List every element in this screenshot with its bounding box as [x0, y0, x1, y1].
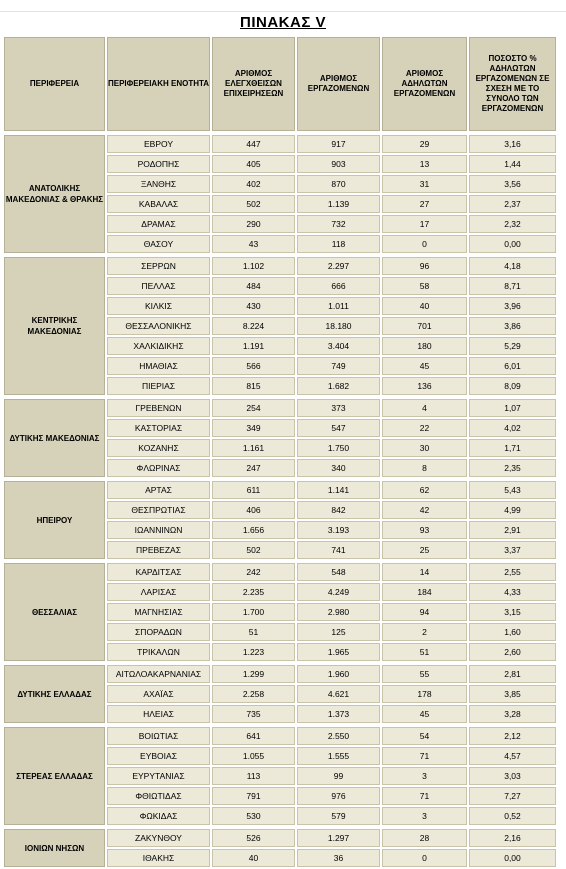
table-row [4, 829, 556, 847]
percentage-cell: 3,96 [469, 297, 556, 315]
employees-cell: 36 [297, 849, 380, 867]
percentage-cell: 2,37 [469, 195, 556, 213]
table-row [4, 399, 556, 417]
unit-cell: ΙΩΑΝΝΙΝΩΝ [107, 521, 210, 539]
undeclared-cell: 96 [382, 257, 467, 275]
unit-cell: ΧΑΛΚΙΔΙΚΗΣ [107, 337, 210, 355]
undeclared-cell: 4 [382, 399, 467, 417]
undeclared-cell: 94 [382, 603, 467, 621]
percentage-cell: 2,91 [469, 521, 556, 539]
businesses-cell: 1.299 [212, 665, 295, 683]
unit-cell: ΖΑΚΥΝΘΟΥ [107, 829, 210, 847]
employees-cell: 1.141 [297, 481, 380, 499]
percentage-cell: 3,86 [469, 317, 556, 335]
undeclared-cell: 136 [382, 377, 467, 395]
businesses-cell: 1.161 [212, 439, 295, 457]
percentage-cell: 8,09 [469, 377, 556, 395]
unit-cell: ΑΧΑΪΑΣ [107, 685, 210, 703]
businesses-cell: 815 [212, 377, 295, 395]
undeclared-cell: 22 [382, 419, 467, 437]
unit-cell: ΛΑΡΙΣΑΣ [107, 583, 210, 601]
businesses-cell: 247 [212, 459, 295, 477]
undeclared-cell: 184 [382, 583, 467, 601]
region-name: ΘΕΣΣΑΛΙΑΣ [4, 563, 105, 661]
undeclared-cell: 55 [382, 665, 467, 683]
businesses-cell: 526 [212, 829, 295, 847]
percentage-cell: 3,03 [469, 767, 556, 785]
percentage-cell: 3,15 [469, 603, 556, 621]
businesses-cell: 113 [212, 767, 295, 785]
employees-cell: 749 [297, 357, 380, 375]
percentage-cell: 1,71 [469, 439, 556, 457]
unit-cell: ΒΟΙΩΤΙΑΣ [107, 727, 210, 745]
employees-cell: 842 [297, 501, 380, 519]
table-row [4, 481, 556, 499]
undeclared-cell: 93 [382, 521, 467, 539]
region-name: ΔΥΤΙΚΗΣ ΜΑΚΕΔΟΝΙΑΣ [4, 399, 105, 477]
undeclared-cell: 71 [382, 787, 467, 805]
percentage-cell: 4,18 [469, 257, 556, 275]
unit-cell: ΚΑΒΑΛΑΣ [107, 195, 210, 213]
employees-cell: 1.297 [297, 829, 380, 847]
unit-cell: ΘΕΣΠΡΩΤΙΑΣ [107, 501, 210, 519]
unit-cell: ΚΟΖΑΝΗΣ [107, 439, 210, 457]
undeclared-cell: 3 [382, 807, 467, 825]
businesses-cell: 502 [212, 541, 295, 559]
undeclared-cell: 0 [382, 849, 467, 867]
percentage-cell: 0,00 [469, 235, 556, 253]
undeclared-cell: 180 [382, 337, 467, 355]
businesses-cell: 735 [212, 705, 295, 723]
employees-cell: 18.180 [297, 317, 380, 335]
employees-cell: 340 [297, 459, 380, 477]
unit-cell: ΦΩΚΙΔΑΣ [107, 807, 210, 825]
undeclared-cell: 51 [382, 643, 467, 661]
percentage-cell: 4,33 [469, 583, 556, 601]
businesses-cell: 43 [212, 235, 295, 253]
region-name: ΑΝΑΤΟΛΙΚΗΣ ΜΑΚΕΔΟΝΙΑΣ & ΘΡΑΚΗΣ [4, 135, 105, 253]
businesses-cell: 641 [212, 727, 295, 745]
table-row [4, 665, 556, 683]
employees-cell: 4.249 [297, 583, 380, 601]
percentage-cell: 3,85 [469, 685, 556, 703]
businesses-cell: 8.224 [212, 317, 295, 335]
percentage-cell: 1,60 [469, 623, 556, 641]
employees-cell: 3.193 [297, 521, 380, 539]
percentage-cell: 1,07 [469, 399, 556, 417]
undeclared-cell: 40 [382, 297, 467, 315]
table-row [4, 727, 556, 745]
unit-cell: ΗΜΑΘΙΑΣ [107, 357, 210, 375]
undeclared-cell: 62 [382, 481, 467, 499]
employees-cell: 666 [297, 277, 380, 295]
undeclared-cell: 3 [382, 767, 467, 785]
undeclared-cell: 0 [382, 235, 467, 253]
employees-cell: 1.011 [297, 297, 380, 315]
percentage-cell: 2,12 [469, 727, 556, 745]
undeclared-cell: 2 [382, 623, 467, 641]
employees-cell: 1.960 [297, 665, 380, 683]
percentage-cell: 3,28 [469, 705, 556, 723]
percentage-cell: 2,35 [469, 459, 556, 477]
header-businesses: ΑΡΙΘΜΟΣ ΕΛΕΓΧΘΕΙΣΩΝ ΕΠΙΧΕΙΡΗΣΕΩΝ [212, 37, 295, 131]
percentage-cell: 3,16 [469, 135, 556, 153]
businesses-cell: 430 [212, 297, 295, 315]
unit-cell: ΚΙΛΚΙΣ [107, 297, 210, 315]
employees-cell: 1.750 [297, 439, 380, 457]
percentage-cell: 5,43 [469, 481, 556, 499]
region-name: ΙΟΝΙΩΝ ΝΗΣΩΝ [4, 829, 105, 867]
undeclared-cell: 27 [382, 195, 467, 213]
table-body [4, 133, 556, 867]
unit-cell: ΘΑΣΟΥ [107, 235, 210, 253]
employees-cell: 548 [297, 563, 380, 581]
percentage-cell: 2,16 [469, 829, 556, 847]
percentage-cell: 2,55 [469, 563, 556, 581]
undeclared-cell: 17 [382, 215, 467, 233]
businesses-cell: 502 [212, 195, 295, 213]
region-name: ΔΥΤΙΚΗΣ ΕΛΛΑΔΑΣ [4, 665, 105, 723]
percentage-cell: 1,44 [469, 155, 556, 173]
employees-cell: 2.550 [297, 727, 380, 745]
unit-cell: ΡΟΔΟΠΗΣ [107, 155, 210, 173]
region-name: ΚΕΝΤΡΙΚΗΣ ΜΑΚΕΔΟΝΙΑΣ [4, 257, 105, 395]
unit-cell: ΕΥΒΟΙΑΣ [107, 747, 210, 765]
businesses-cell: 1.656 [212, 521, 295, 539]
header-region: ΠΕΡΙΦΕΡΕΙΑ [4, 37, 105, 131]
businesses-cell: 1.700 [212, 603, 295, 621]
employees-cell: 732 [297, 215, 380, 233]
employees-cell: 4.621 [297, 685, 380, 703]
unit-cell: ΕΥΡΥΤΑΝΙΑΣ [107, 767, 210, 785]
employees-cell: 373 [297, 399, 380, 417]
businesses-cell: 566 [212, 357, 295, 375]
percentage-cell: 0,52 [469, 807, 556, 825]
employees-cell: 976 [297, 787, 380, 805]
table-row [4, 563, 556, 581]
businesses-cell: 406 [212, 501, 295, 519]
unit-cell: ΠΡΕΒΕΖΑΣ [107, 541, 210, 559]
header-percentage: ΠΟΣΟΣΤΟ % ΑΔΗΛΩΤΩΝ ΕΡΓΑΖΟΜΕΝΩΝ ΣΕ ΣΧΕΣΗ ΜΕ ΤΟ ΣΥΝΟΛΟ ΤΩΝ ΕΡΓΑΖΟΜΕΝΩΝ [469, 37, 556, 131]
unit-cell: ΓΡΕΒΕΝΩΝ [107, 399, 210, 417]
businesses-cell: 242 [212, 563, 295, 581]
employees-cell: 1.139 [297, 195, 380, 213]
percentage-cell: 2,32 [469, 215, 556, 233]
table-row [4, 257, 556, 275]
businesses-cell: 254 [212, 399, 295, 417]
businesses-cell: 1.055 [212, 747, 295, 765]
businesses-cell: 791 [212, 787, 295, 805]
unit-cell: ΣΠΟΡΑΔΩΝ [107, 623, 210, 641]
unit-cell: ΑΙΤΩΛΟΑΚΑΡΝΑΝΙΑΣ [107, 665, 210, 683]
businesses-cell: 2.235 [212, 583, 295, 601]
undeclared-cell: 58 [382, 277, 467, 295]
unit-cell: ΠΙΕΡΙΑΣ [107, 377, 210, 395]
undeclared-cell: 29 [382, 135, 467, 153]
undeclared-cell: 13 [382, 155, 467, 173]
businesses-cell: 447 [212, 135, 295, 153]
unit-cell: ΘΕΣΣΑΛΟΝΙΚΗΣ [107, 317, 210, 335]
businesses-cell: 484 [212, 277, 295, 295]
businesses-cell: 402 [212, 175, 295, 193]
percentage-cell: 2,81 [469, 665, 556, 683]
employees-cell: 2.980 [297, 603, 380, 621]
region-name: ΣΤΕΡΕΑΣ ΕΛΛΑΔΑΣ [4, 727, 105, 825]
employees-cell: 903 [297, 155, 380, 173]
unit-cell: ΑΡΤΑΣ [107, 481, 210, 499]
businesses-cell: 51 [212, 623, 295, 641]
employees-cell: 579 [297, 807, 380, 825]
percentage-cell: 7,27 [469, 787, 556, 805]
unit-cell: ΜΑΓΝΗΣΙΑΣ [107, 603, 210, 621]
undeclared-cell: 30 [382, 439, 467, 457]
employees-cell: 99 [297, 767, 380, 785]
businesses-cell: 530 [212, 807, 295, 825]
businesses-cell: 1.223 [212, 643, 295, 661]
unit-cell: ΚΑΡΔΙΤΣΑΣ [107, 563, 210, 581]
percentage-cell: 0,00 [469, 849, 556, 867]
table-row [4, 135, 556, 153]
undeclared-cell: 701 [382, 317, 467, 335]
undeclared-cell: 8 [382, 459, 467, 477]
employees-cell: 2.297 [297, 257, 380, 275]
undeclared-cell: 14 [382, 563, 467, 581]
percentage-cell: 3,56 [469, 175, 556, 193]
percentage-cell: 8,71 [469, 277, 556, 295]
businesses-cell: 40 [212, 849, 295, 867]
percentage-cell: 6,01 [469, 357, 556, 375]
employees-cell: 870 [297, 175, 380, 193]
unit-cell: ΙΘΑΚΗΣ [107, 849, 210, 867]
percentage-cell: 2,60 [469, 643, 556, 661]
unit-cell: ΤΡΙΚΑΛΩΝ [107, 643, 210, 661]
unit-cell: ΞΑΝΘΗΣ [107, 175, 210, 193]
unit-cell: ΚΑΣΤΟΡΙΑΣ [107, 419, 210, 437]
undeclared-cell: 25 [382, 541, 467, 559]
percentage-cell: 4,02 [469, 419, 556, 437]
employees-cell: 1.682 [297, 377, 380, 395]
percentage-cell: 4,99 [469, 501, 556, 519]
employees-cell: 917 [297, 135, 380, 153]
unit-cell: ΦΘΙΩΤΙΔΑΣ [107, 787, 210, 805]
undeclared-cell: 42 [382, 501, 467, 519]
unit-cell: ΣΕΡΡΩΝ [107, 257, 210, 275]
unit-cell: ΠΕΛΛΑΣ [107, 277, 210, 295]
undeclared-cell: 31 [382, 175, 467, 193]
percentage-cell: 3,37 [469, 541, 556, 559]
header-unit: ΠΕΡΙΦΕΡΕΙΑΚΗ ΕΝΟΤΗΤΑ [107, 37, 210, 131]
percentage-cell: 5,29 [469, 337, 556, 355]
undeclared-cell: 71 [382, 747, 467, 765]
table-title: ΠΙΝΑΚΑΣ V [239, 14, 326, 31]
businesses-cell: 1.191 [212, 337, 295, 355]
undeclared-cell: 54 [382, 727, 467, 745]
unit-cell: ΦΛΩΡΙΝΑΣ [107, 459, 210, 477]
employees-cell: 125 [297, 623, 380, 641]
employees-cell: 741 [297, 541, 380, 559]
employees-cell: 1.555 [297, 747, 380, 765]
percentage-cell: 4,57 [469, 747, 556, 765]
employees-cell: 3.404 [297, 337, 380, 355]
unit-cell: ΔΡΑΜΑΣ [107, 215, 210, 233]
unit-cell: ΕΒΡΟΥ [107, 135, 210, 153]
unit-cell: ΗΛΕΙΑΣ [107, 705, 210, 723]
header-row [4, 37, 556, 131]
businesses-cell: 405 [212, 155, 295, 173]
businesses-cell: 2.258 [212, 685, 295, 703]
employees-cell: 118 [297, 235, 380, 253]
employees-cell: 1.965 [297, 643, 380, 661]
header-undeclared: ΑΡΙΘΜΟΣ ΑΔΗΛΩΤΩΝ ΕΡΓΑΖΟΜΕΝΩΝ [382, 37, 467, 131]
businesses-cell: 1.102 [212, 257, 295, 275]
businesses-cell: 349 [212, 419, 295, 437]
employees-cell: 547 [297, 419, 380, 437]
businesses-cell: 290 [212, 215, 295, 233]
undeclared-cell: 178 [382, 685, 467, 703]
undeclared-cell: 28 [382, 829, 467, 847]
data-table [2, 35, 558, 869]
region-name: ΗΠΕΙΡΟΥ [4, 481, 105, 559]
top-rule [0, 11, 566, 12]
undeclared-cell: 45 [382, 357, 467, 375]
undeclared-cell: 45 [382, 705, 467, 723]
businesses-cell: 611 [212, 481, 295, 499]
header-employees: ΑΡΙΘΜΟΣ ΕΡΓΑΖΟΜΕΝΩΝ [297, 37, 380, 131]
employees-cell: 1.373 [297, 705, 380, 723]
